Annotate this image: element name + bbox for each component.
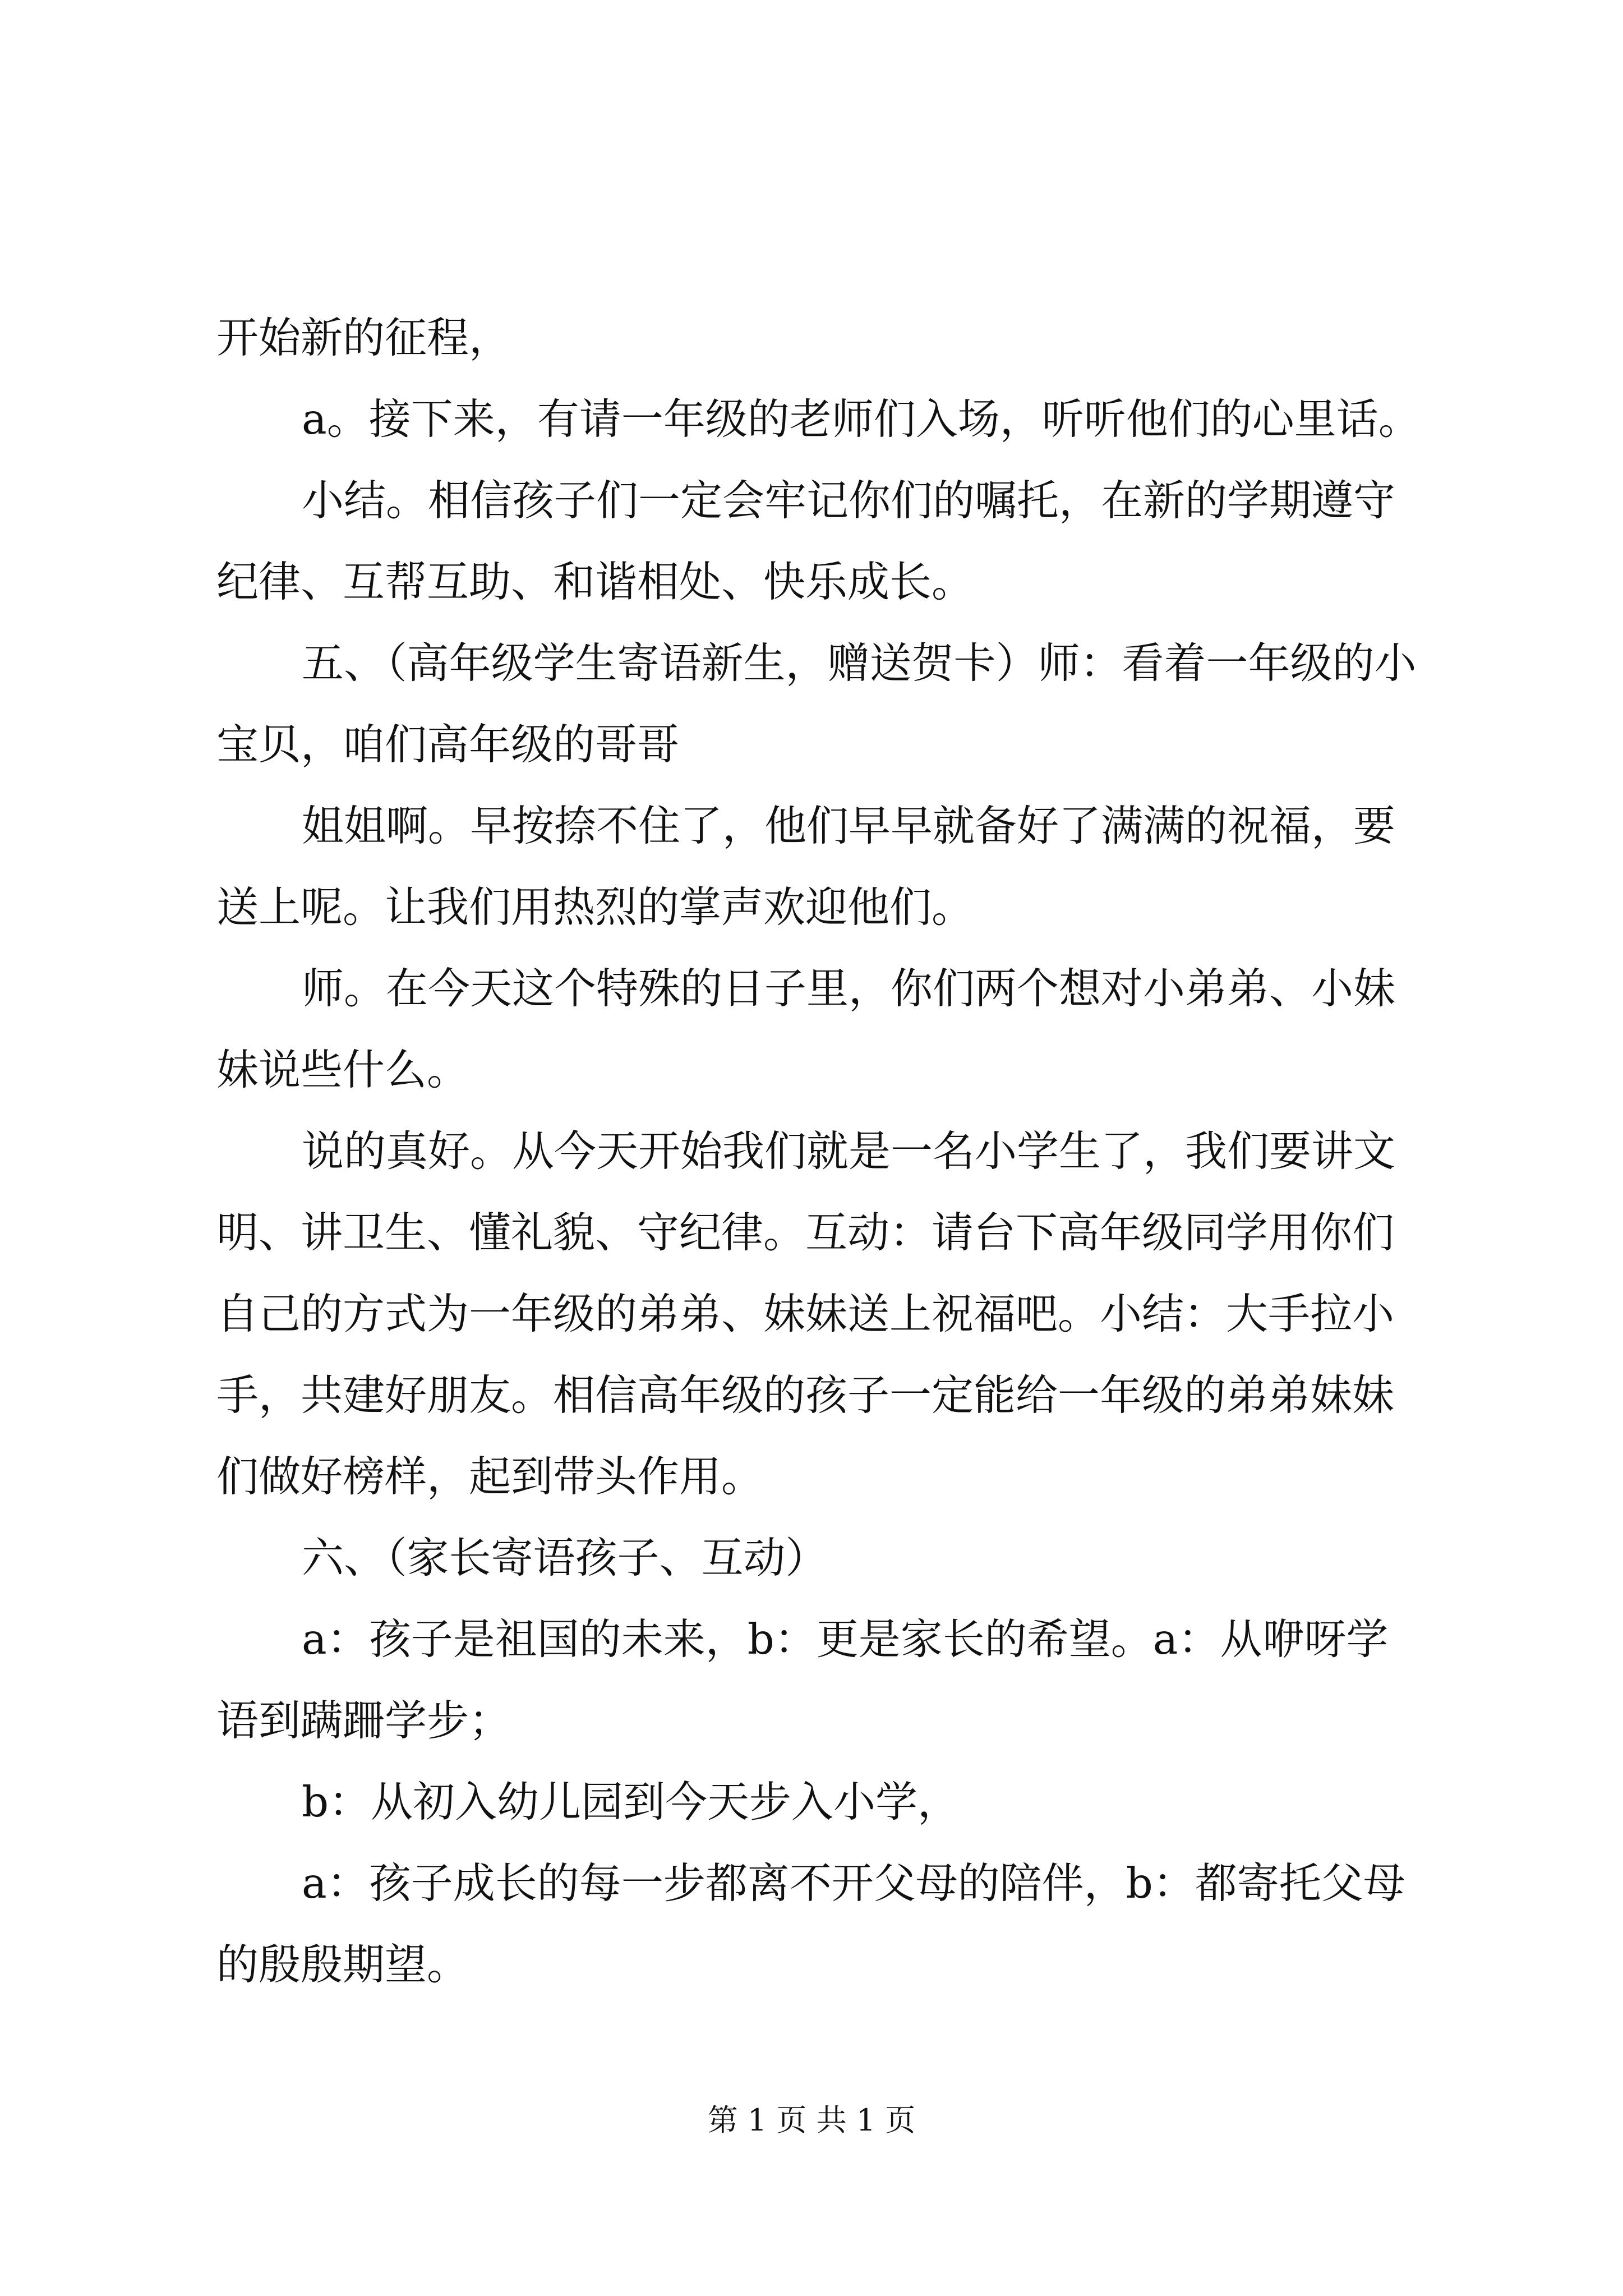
paragraph-10: b：从初入幼儿园到今天步入小学， <box>302 1777 960 1826</box>
paragraph-5: 姐姐啊。早按捺不住了，他们早早就备好了满满的祝福，要送上呢。让我们用热烈的掌声欢迎他们。 <box>216 801 1396 932</box>
paragraph-7: 说的真好。从今天开始我们就是一名小学生了，我们要讲文明、讲卫生、懂礼貌、守纪律。互动：请台下高年级同学用你们自己的方式为一年级的弟弟、妹妹送上祝福吧。小结：大手拉小手，共建好朋友。相信高年级的孩子一定能给一年级的弟弟妹妹们做好榜样，起到带头作用。 <box>216 1126 1396 1501</box>
paragraph-4: 五、（高年级学生寄语新生，赠送贺卡）师：看着一年级的小宝贝，咱们高年级的哥哥 <box>216 638 1417 769</box>
paragraph-2: a。接下来，有请一年级的老师们入场，听听他们的心里话。 <box>302 394 1421 444</box>
document-body <box>216 297 1422 2005</box>
paragraph-6: 师。在今天这个特殊的日子里，你们两个想对小弟弟、小妹妹说些什么。 <box>216 964 1396 1094</box>
paragraph-9: a：孩子是祖国的未来，b：更是家长的希望。a：从咿呀学语到蹒跚学步； <box>216 1614 1389 1745</box>
paragraph-8: 六、（家长寄语孩子、互动） <box>302 1533 828 1582</box>
page-footer: 第 1 页 共 1 页 <box>707 2102 916 2138</box>
paragraph-1: 开始新的征程， <box>216 313 511 362</box>
paragraph-3: 小结。相信孩子们一定会牢记你们的嘱托，在新的学期遵守纪律、互帮互助、和谐相处、快乐成长。 <box>216 476 1396 606</box>
paragraph-11: a：孩子成长的每一步都离不开父母的陪伴，b：都寄托父母的殷殷期望。 <box>216 1858 1405 1989</box>
